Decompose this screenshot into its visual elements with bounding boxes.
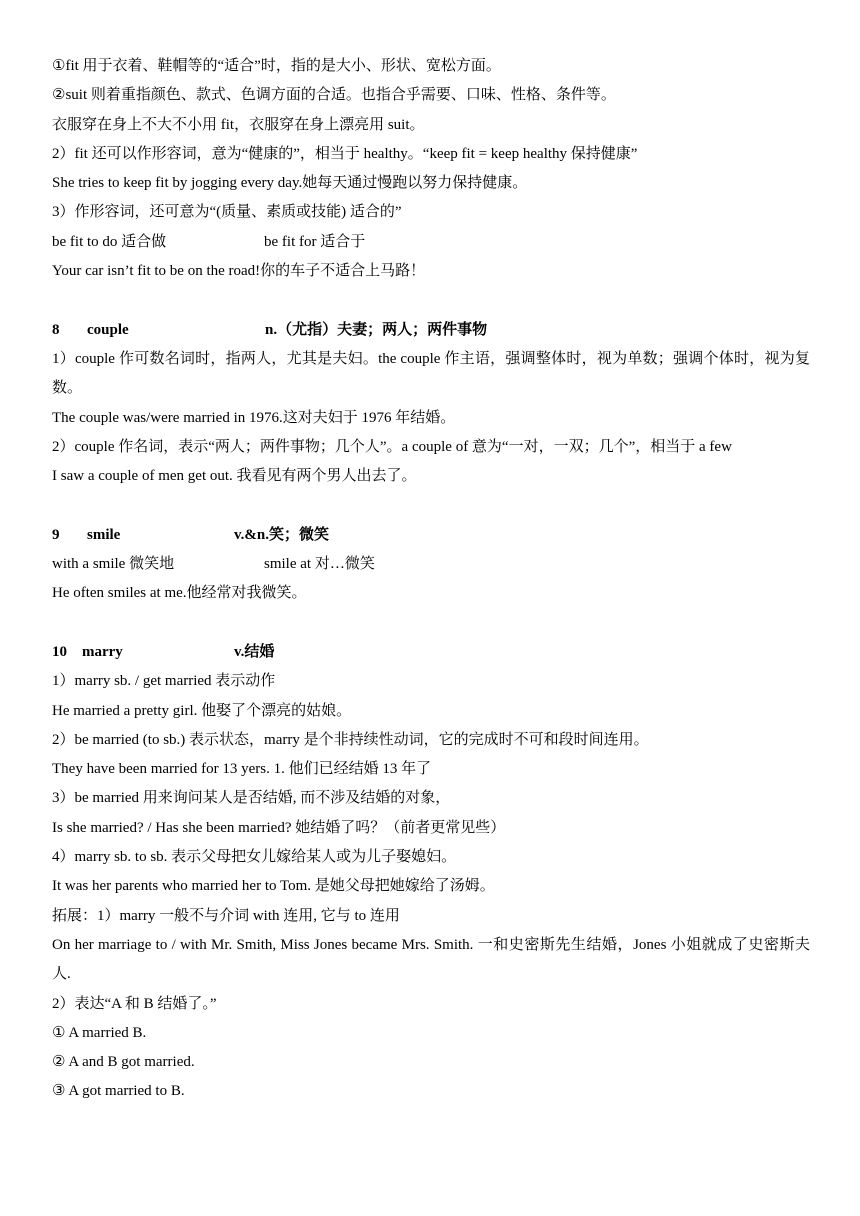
phrase-left: be fit to do 适合做 [52,233,167,250]
text-paragraph: 2）couple 作名词，表示“两人；两件事物；几个人”。a couple of 意为“一对，一双；几个”，相当于 a few [52,438,732,455]
entry-word: smile [87,526,121,543]
text-line: 3）be married 用来询问某人是否结婚, 而不涉及结婚的对象， [52,790,451,807]
spacer [52,491,810,520]
entry-definition: n.（尤指）夫妻；两人；两件事物 [265,321,488,338]
phrase-right: be fit for 适合于 [264,233,366,250]
example-sentence: She tries to keep fit by jogging every day.她每天通过慢跑以努力保持健康。 [52,175,528,192]
text-line: 2）fit 还可以作形容词，意为“健康的”，相当于 healthy。“keep fit = keep healthy 保持健康” [52,145,638,162]
entry-number: 10 [52,643,67,660]
example-sentence: He often smiles at me.他经常对我微笑。 [52,585,307,602]
list-item: ① A married B. [52,1024,147,1041]
entry-heading-smile [52,521,810,550]
list-item: ③ A got married to B. [52,1083,185,1100]
text-line: ②suit 则着重指颜色、款式、色调方面的合适。也指合乎需要、口味、性格、条件等。 [52,87,616,104]
text-line: 4）marry sb. to sb. 表示父母把女儿嫁给某人或为儿子娶媳妇。 [52,849,457,866]
text-line: ①fit 用于衣着、鞋帽等的“适合”时，指的是大小、形状、宽松方面。 [52,58,501,74]
example-sentence: Is she married? / Has she been married? 她结婚了吗？（前者更常见些） [52,819,506,836]
phrase-pair [52,550,810,579]
example-sentence: The couple was/were married in 1976.这对夫妇于 1976 年结婚。 [52,409,456,426]
example-sentence: I saw a couple of men get out. 我看见有两个男人出去了。 [52,468,417,485]
list-item: ② A and B got married. [52,1054,195,1071]
spacer [52,286,810,315]
example-sentence: He married a pretty girl. 他娶了个漂亮的姑娘。 [52,702,352,719]
entry-number: 8 [52,321,60,338]
text-line: 拓展：1）marry 一般不与介词 with 连用, 它与 to 连用 [52,907,400,924]
example-sentence: It was her parents who married her to Tom. 是她父母把她嫁给了汤姆。 [52,878,495,895]
text-line: 衣服穿在身上不大不小用 fit，衣服穿在身上漂亮用 suit。 [52,116,425,133]
entry-heading-marry [52,638,810,667]
entry-heading-couple [52,316,810,345]
phrase-left: with a smile 微笑地 [52,556,175,573]
phrase-pair [52,228,810,257]
text-paragraph: On her marriage to / with Mr. Smith, Miss Jones became Mrs. Smith. 一和史密斯先生结婚，Jones 小姐就成了史密斯夫人. [52,936,810,983]
entry-definition: v.&n.笑；微笑 [234,526,330,543]
text-line: 3）作形容词，还可意为“(质量、素质或技能) 适合的” [52,204,402,221]
text-line: 2）be married (to sb.) 表示状态，marry 是个非持续性动词，它的完成时不可和段时间连用。 [52,731,649,748]
entry-word: couple [87,321,129,338]
example-sentence: Your car isn’t fit to be on the road!你的车子不适合上马路！ [52,263,426,280]
text-line: 1）marry sb. / get married 表示动作 [52,673,276,690]
document-content [52,52,810,1107]
entry-word: marry [82,643,123,660]
text-line: 2）表达“A 和 B 结婚了。” [52,995,217,1012]
phrase-right: smile at 对…微笑 [264,556,375,573]
entry-definition: v.结婚 [234,643,275,660]
example-sentence: They have been married for 13 yers. 1. 他们已经结婚 13 年了 [52,761,432,778]
entry-number: 9 [52,526,60,543]
spacer [52,609,810,638]
text-paragraph: 1）couple 作可数名词时，指两人，尤其是夫妇。the couple 作主语，强调整体时，视为单数；强调个体时，视为复数。 [52,350,810,397]
